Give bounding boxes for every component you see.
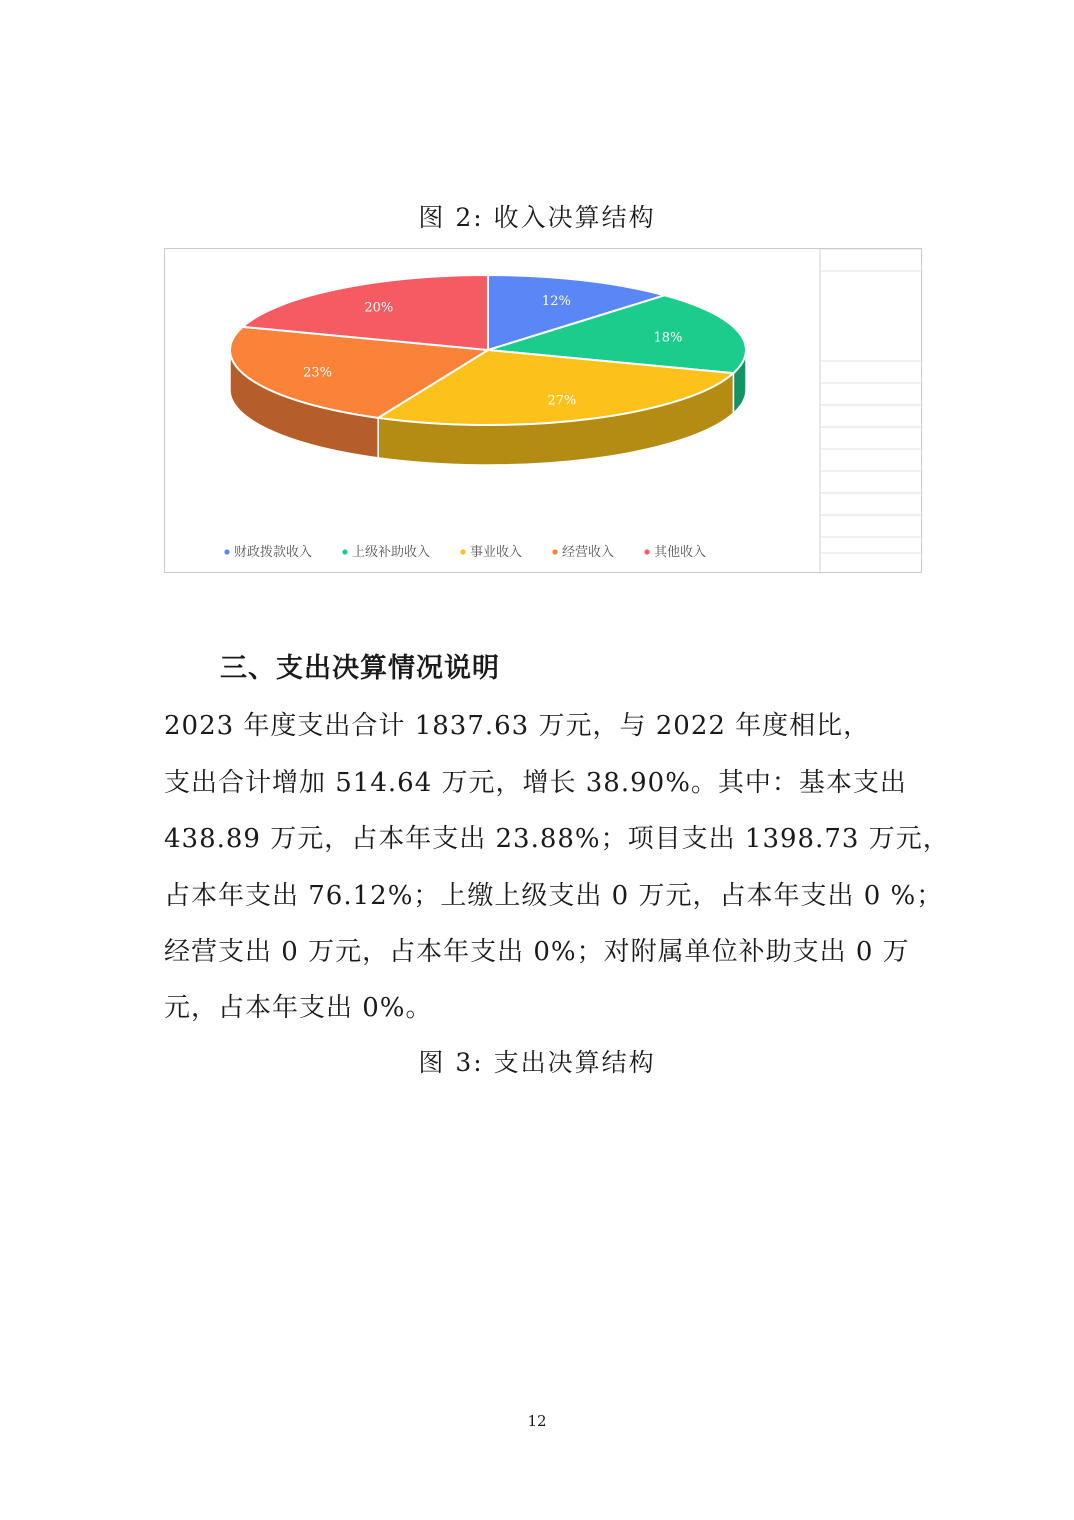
data-label-fiscal-allocation: 12% [541, 293, 571, 309]
legend-label-other: 其他收入 [654, 545, 707, 560]
paragraph-line-6: 元，占本年支出 0%。 [164, 993, 433, 1023]
data-label-other: 20% [364, 300, 394, 316]
data-label-operating: 23% [303, 365, 332, 381]
data-label-business: 27% [547, 393, 577, 409]
paragraph-line-5: 经营支出 0 万元，占本年支出 0%；对附属单位补助支出 0 万 [164, 937, 910, 967]
legend-label-operating: 经营收入 [562, 545, 615, 560]
legend-marker-fiscal-allocation [224, 549, 229, 554]
page-number: 12 [527, 1412, 547, 1430]
paragraph-line-1: 2023 年度支出合计 1837.63 万元，与 2022 年度相比， [164, 711, 871, 741]
legend-marker-superior-subsidy [342, 549, 347, 554]
pie-top-faces [230, 275, 746, 425]
section-heading: 三、支出决算情况说明 [220, 653, 500, 684]
data-label-superior-subsidy: 18% [653, 330, 683, 346]
figure-2-caption: 图 2: 收入决算结构 [418, 203, 656, 232]
paragraph-line-3: 438.89 万元，占本年支出 23.88%；项目支出 1398.73 万元， [164, 824, 950, 854]
legend-label-business: 事业收入 [470, 545, 523, 560]
legend-marker-business [460, 549, 465, 554]
legend-label-superior-subsidy: 上级补助收入 [352, 545, 431, 560]
legend-label-fiscal-allocation: 财政拨款收入 [234, 545, 313, 560]
paragraph-line-4: 占本年支出 76.12%；上缴上级支出 0 万元，占本年支出 0 %； [164, 881, 944, 911]
income-structure-chart [164, 248, 922, 573]
figure-3-caption: 图 3: 支出决算结构 [418, 1048, 656, 1077]
chart-legend [224, 544, 706, 560]
paragraph-line-2: 支出合计增加 514.64 万元，增长 38.90%。其中：基本支出 [164, 768, 907, 798]
legend-marker-other [644, 549, 649, 554]
legend-marker-operating [552, 549, 557, 554]
pie-chart-svg [165, 249, 923, 574]
